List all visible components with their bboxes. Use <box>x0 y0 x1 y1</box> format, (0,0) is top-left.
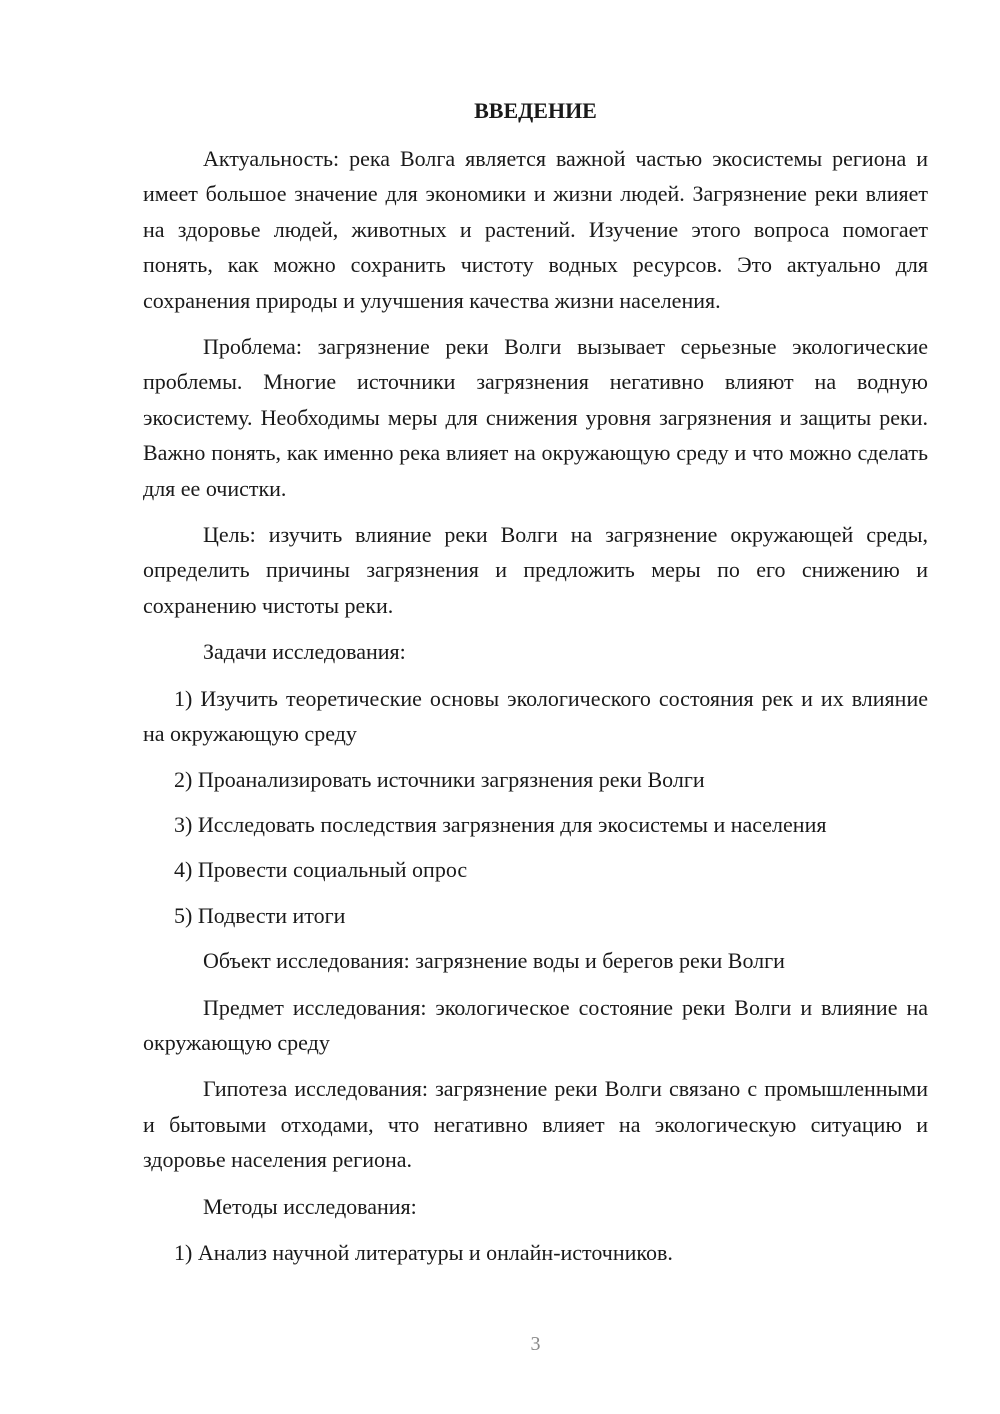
hypothesis-paragraph: Гипотеза исследования: загрязнение реки Волги связано с промышленными и бытовыми отходами, что негативно влияет на экологическую ситуацию и здоровье населения региона. <box>143 1076 928 1173</box>
page-number: 3 <box>530 1333 541 1355</box>
list-item: 1) Изучить теоретические основы экологического состояния рек и их влияние на окружающую среду <box>143 685 928 747</box>
tasks-list <box>143 681 928 933</box>
subject-paragraph: Предмет исследования: экологическое состояние реки Волги и влияние на окружающую среду <box>143 994 928 1055</box>
list-item: 1) Анализ научной литературы и онлайн-источников. <box>174 1239 673 1265</box>
section-title: ВВЕДЕНИЕ <box>474 98 597 123</box>
list-item: 3) Исследовать последствия загрязнения для экосистемы и населения <box>174 811 827 837</box>
tasks-heading: Задачи исследования: <box>203 639 406 665</box>
list-item: 2) Проанализировать источники загрязнения реки Волги <box>174 766 705 792</box>
document-body <box>143 141 928 1280</box>
list-item: 5) Подвести итоги <box>174 902 346 928</box>
list-item: 4) Провести социальный опрос <box>174 857 468 883</box>
problem-paragraph: Проблема: загрязнение реки Волги вызывает серьезные экологические проблемы. Многие источники загрязнения негативно влияют на водную экосистему. Необходимы меры для снижения уровня загрязнения и защиты реки. Важно понять, как именно река влияет на окружающую среду и что можно сделать для ее очистки. <box>143 334 928 501</box>
methods-heading: Методы исследования: <box>203 1193 417 1219</box>
goal-paragraph: Цель: изучить влияние реки Волги на загрязнение окружающей среды, определить причины загрязнения и предложить меры по его снижению и сохранению чистоты реки. <box>143 522 928 618</box>
object-paragraph: Объект исследования: загрязнение воды и берегов реки Волги <box>203 948 785 974</box>
relevance-paragraph: Актуальность: река Волга является важной частью экосистемы региона и имеет большое значение для экономики и жизни людей. Загрязнение реки влияет на здоровье людей, животных и растений. Изучение этого вопроса помогает понять, как можно сохранить чистоту водных ресурсов. Это актуально для сохранения природы и улучшения качества жизни населения. <box>143 146 928 313</box>
document-page <box>143 0 928 1414</box>
methods-list <box>143 1235 928 1270</box>
